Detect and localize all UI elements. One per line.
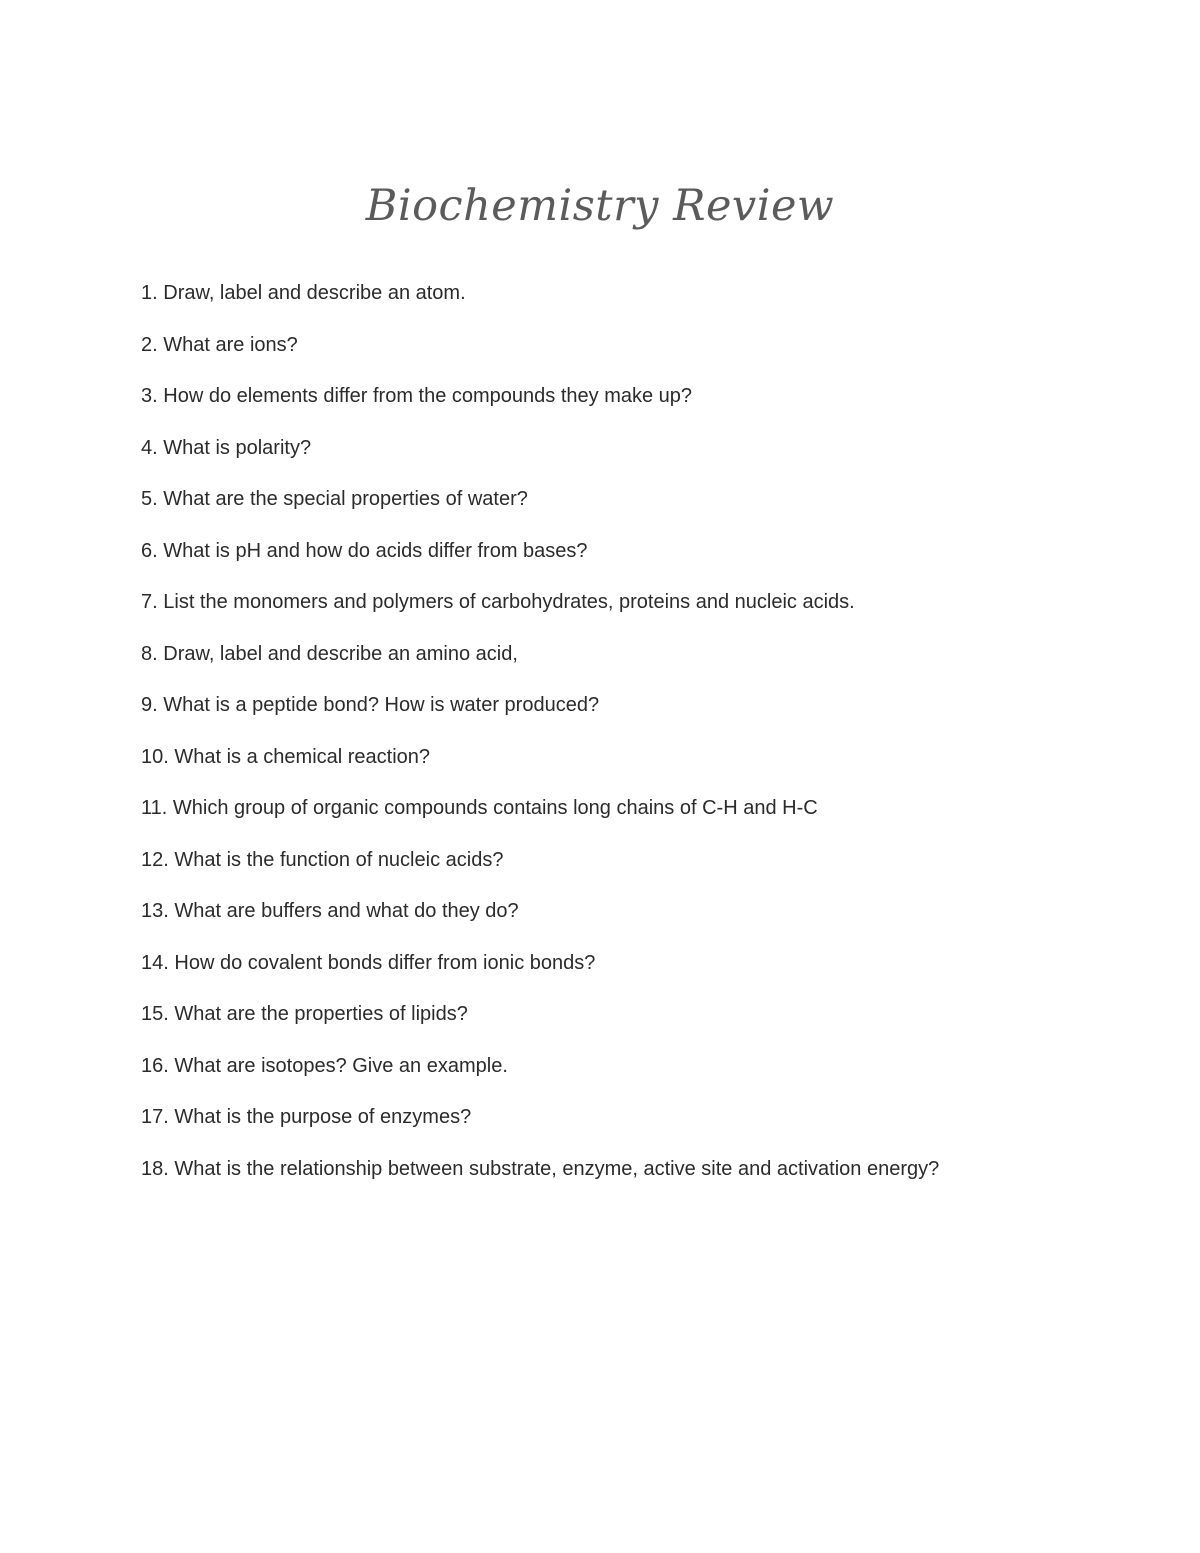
question-text: What is the purpose of enzymes? xyxy=(174,1106,472,1128)
question-item xyxy=(141,333,1141,357)
question-number: 17. xyxy=(141,1106,169,1128)
question-item xyxy=(141,899,1141,923)
question-text: Which group of organic compounds contains long chains of C-H and H-C xyxy=(172,797,818,819)
question-item xyxy=(141,384,1141,408)
question-number: 5. xyxy=(141,488,158,510)
question-item xyxy=(141,796,1141,820)
question-item xyxy=(141,951,1141,975)
question-number: 7. xyxy=(141,591,158,613)
question-number: 3. xyxy=(141,385,158,407)
question-number: 16. xyxy=(141,1054,169,1077)
question-text: What is a peptide bond? How is water produced? xyxy=(163,694,600,716)
question-number: 15. xyxy=(141,1003,169,1025)
question-item xyxy=(141,745,1141,769)
question-text: What is a chemical reaction? xyxy=(174,745,431,768)
question-item xyxy=(141,1157,1141,1181)
question-number: 13. xyxy=(141,900,169,922)
question-text: How do elements differ from the compounds they make up? xyxy=(163,385,693,407)
question-list xyxy=(141,281,1141,1208)
question-number: 4. xyxy=(141,436,158,459)
question-item xyxy=(141,642,1141,666)
question-item xyxy=(141,1002,1141,1026)
question-text: What are buffers and what do they do? xyxy=(174,900,519,922)
question-text: What are the properties of lipids? xyxy=(174,1003,468,1025)
question-text: What are the special properties of water? xyxy=(163,488,528,510)
question-text: What is pH and how do acids differ from bases? xyxy=(163,539,588,562)
question-text: Draw, label and describe an atom. xyxy=(163,282,466,304)
question-number: 10. xyxy=(141,745,169,768)
question-number: 14. xyxy=(141,951,169,974)
question-number: 1. xyxy=(141,282,158,304)
question-item xyxy=(141,281,1141,305)
question-number: 8. xyxy=(141,642,158,665)
document-title: Biochemistry Review xyxy=(365,181,835,231)
question-text: What is the function of nucleic acids? xyxy=(174,848,504,871)
question-text: Draw, label and describe an amino acid, xyxy=(163,642,518,665)
question-item xyxy=(141,590,1141,614)
question-text: What are ions? xyxy=(163,333,298,356)
question-item xyxy=(141,1105,1141,1129)
question-number: 12. xyxy=(141,848,169,871)
question-number: 6. xyxy=(141,539,158,562)
question-item xyxy=(141,539,1141,563)
question-item xyxy=(141,848,1141,872)
question-item xyxy=(141,436,1141,460)
question-number: 9. xyxy=(141,694,158,716)
question-number: 2. xyxy=(141,333,158,356)
question-text: What is polarity? xyxy=(163,436,312,459)
question-item xyxy=(141,693,1141,717)
question-number: 18. xyxy=(141,1157,169,1180)
question-text: List the monomers and polymers of carbohydrates, proteins and nucleic acids. xyxy=(163,591,855,613)
question-text: What is the relationship between substrate, enzyme, active site and activation energy? xyxy=(174,1157,940,1180)
question-item xyxy=(141,1054,1141,1078)
question-text: What are isotopes? Give an example. xyxy=(174,1054,508,1077)
question-text: How do covalent bonds differ from ionic bonds? xyxy=(174,951,596,974)
question-item xyxy=(141,487,1141,511)
question-number: 11. xyxy=(141,797,168,819)
